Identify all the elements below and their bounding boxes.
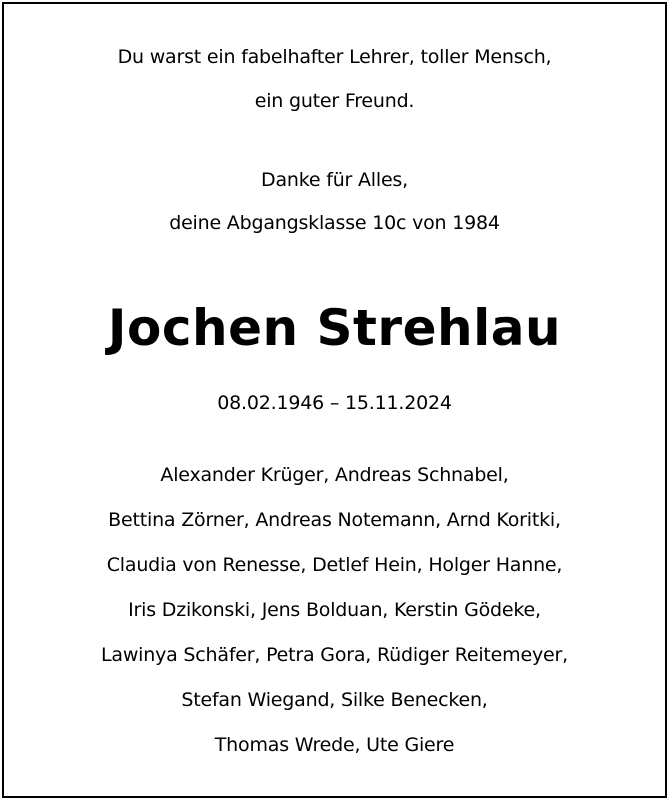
signatories-line-5: Lawinya Schäfer, Petra Gora, Rüdiger Reitemeyer, — [101, 644, 568, 666]
signatories-line-7: Thomas Wrede, Ute Giere — [214, 734, 455, 756]
signatories-line-2: Bettina Zörner, Andreas Notemann, Arnd Koritki, — [108, 509, 561, 531]
signatories-line-4: Iris Dzikonski, Jens Bolduan, Kerstin Gödeke, — [128, 599, 541, 621]
thanks-line-2: deine Abgangsklasse 10c von 1984 — [169, 212, 500, 234]
thanks-line-1: Danke für Alles, — [261, 169, 408, 191]
life-dates: 08.02.1946 – 15.11.2024 — [217, 392, 452, 414]
signatories-line-1: Alexander Krüger, Andreas Schnabel, — [160, 464, 509, 486]
message-line-2: ein guter Freund. — [254, 90, 415, 112]
signatories-line-3: Claudia von Renesse, Detlef Hein, Holger Hanne, — [106, 554, 563, 576]
deceased-name: Jochen Strehlau — [107, 299, 562, 357]
signatories-line-6: Stefan Wiegand, Silke Benecken, — [181, 689, 488, 711]
message-line-1: Du warst ein fabelhafter Lehrer, toller Mensch, — [117, 46, 552, 68]
